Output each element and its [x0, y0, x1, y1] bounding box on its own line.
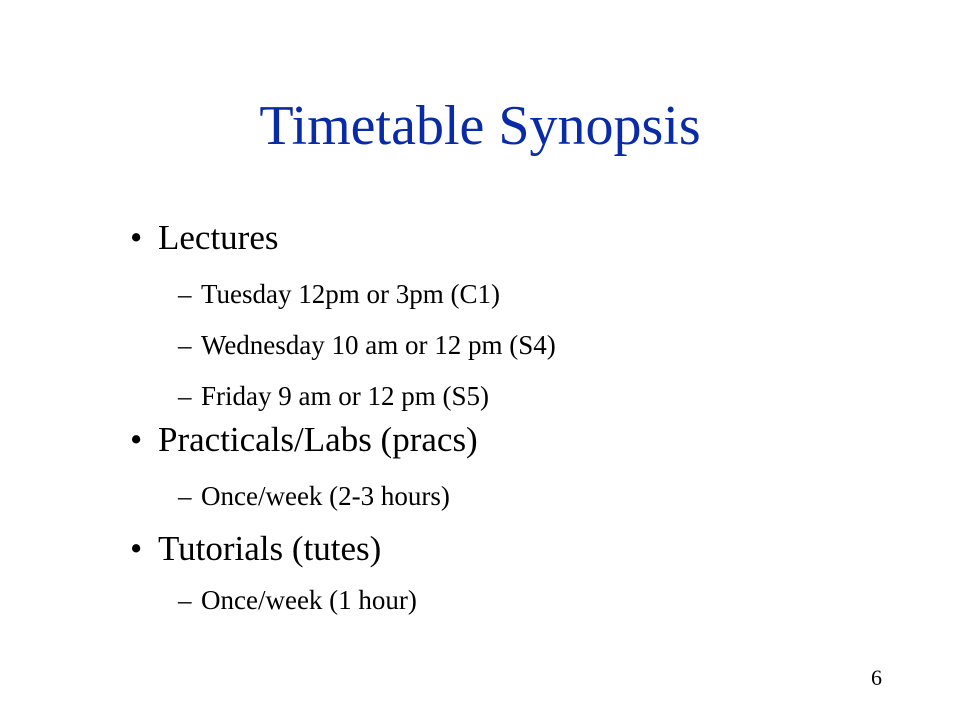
bullet-marker: •	[130, 529, 143, 568]
dash-marker: –	[178, 279, 192, 309]
bullet-text: Practicals/Labs (pracs)	[158, 420, 478, 459]
bullet-text: Lectures	[158, 218, 279, 257]
slide-title: Timetable Synopsis	[259, 95, 701, 157]
sub-item-text: Tuesday 12pm or 3pm (C1)	[201, 279, 501, 309]
page-number: 6	[871, 665, 882, 690]
bullet-text: Tutorials (tutes)	[158, 529, 382, 568]
dash-marker: –	[178, 585, 192, 615]
dash-marker: –	[178, 481, 192, 511]
bullet-marker: •	[130, 420, 143, 459]
sub-item	[178, 327, 556, 363]
dash-marker: –	[178, 330, 192, 360]
sub-item	[178, 478, 450, 514]
dash-marker: –	[178, 381, 192, 411]
sub-item	[178, 582, 417, 618]
sub-item-text: Wednesday 10 am or 12 pm (S4)	[201, 330, 556, 360]
sub-item-text: Once/week (1 hour)	[201, 585, 417, 615]
bullet-marker: •	[130, 218, 143, 257]
bullet-item-lectures	[130, 216, 278, 260]
bullet-item-practicals	[130, 418, 478, 462]
sub-item	[178, 276, 500, 312]
sub-item-text: Once/week (2-3 hours)	[201, 481, 450, 511]
sub-item	[178, 378, 489, 414]
sub-item-text: Friday 9 am or 12 pm (S5)	[201, 381, 489, 411]
bullet-item-tutorials	[130, 527, 381, 571]
